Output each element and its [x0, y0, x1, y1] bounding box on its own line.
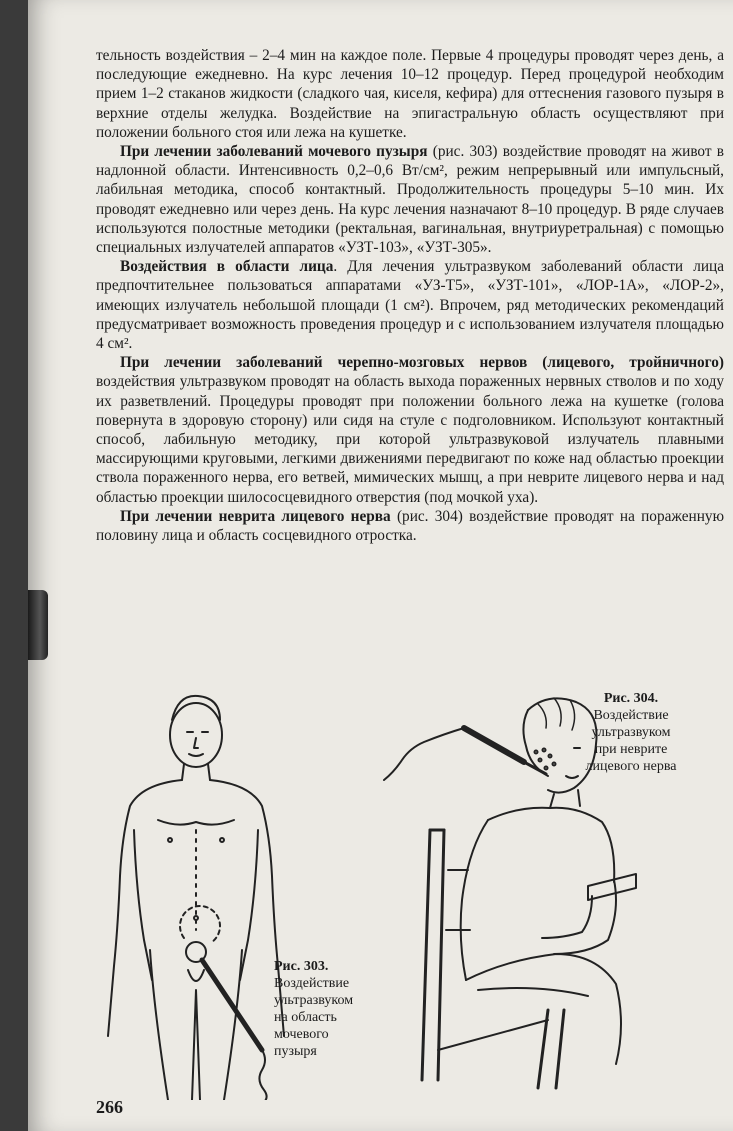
binder-clip	[28, 590, 48, 660]
figure-304-caption-line: лицевого нерва	[585, 759, 677, 774]
paragraph-4-heading: При лечении заболеваний черепно-мозговых нервов (лицевого, тройничного)	[120, 354, 724, 372]
figure-304-caption-line: при неврите	[594, 742, 668, 757]
paragraph-5-text: (рис. 304) воздействие проводят на пораженную половину лица и область сосцевидного отростка.	[96, 507, 724, 545]
paragraph-2-text: (рис. 303) воздействие проводят на живот в надлонной области. Интенсивность 0,2–0,6 Вт/см², режим непрерывный или импульсный, лабильная методика, способ контактный. Продолжительность процедуры 5–10 мин. Их проводят ежедневно или через день. На курс лечения назначают 8–10 процедур. В ряде случаев используются полостные методики (ректальная, вагинальная, внутриуретральная) с помощью специальных излучателей аппаратов «УЗТ-103», «УЗТ-305».	[96, 143, 724, 257]
figure-304-caption	[556, 690, 706, 775]
figure-304-number: Рис. 304.	[603, 691, 659, 706]
figure-303-illustration	[88, 690, 298, 1100]
paragraph-3-heading: Воздействия в области лица	[120, 258, 334, 276]
figure-303-caption-line: Воздействие	[274, 976, 350, 991]
paragraph-1	[96, 46, 724, 142]
paragraph-2-heading: При лечении заболеваний мочевого пузыря	[120, 143, 428, 161]
paragraph-3	[96, 257, 724, 353]
book-page	[28, 0, 733, 1131]
figure-304-caption-line: Воздействие	[593, 708, 669, 723]
paragraph-5-heading: При лечении неврита лицевого нерва	[120, 507, 391, 525]
page-number: 266	[96, 1097, 123, 1117]
paragraph-1-text: тельность воздействия – 2–4 мин на каждое поле. Первые 4 процедуры проводят через день, а последующие ежедневно. На курс лечения 10–12 процедур. Перед процедурой необходим прием 1–2 стаканов жидкости (сладкого чая, киселя, кефира) для оттеснения газового пузыря в верхние отделы желудка. Воздействие на эпигастральную область осуществляют при положении больного стоя или лежа на кушетке.	[96, 47, 724, 141]
paragraph-3-text: . Для лечения ультразвуком заболеваний области лица предпочтительнее пользоваться аппаратами «УЗ-Т5», «УЗТ-101», «ЛОР-1А», «ЛОР-2», имеющих излучатель небольшой площади (1 см²). Впрочем, ряд методических рекомендаций предусматривает возможность проведения процедур и с использованием излучателя площадью 4 см².	[96, 258, 724, 353]
paragraph-4-text: воздействия ультразвуком проводят на область выхода пораженных нервных стволов и по ходу их разветвлений. Процедуры проводят при положении больного лежа на кушетке (голова повернута в здоровую сторону) или сидя на стуле с подголовником. Используют контактный способ, лабильную методику, при которой ультразвуковой излучатель плавными массирующими круговыми, легкими движениями передвигают по коже над областью проекции ствола пораженного нерва, его ветвей, мимических мышц, а при неврите лицевого нерва и над областью проекции шилососцевидного отверстия (под мочкой уха).	[96, 373, 724, 506]
figure-303-caption	[274, 958, 353, 1060]
figure-303-number: Рис. 303.	[274, 959, 329, 974]
figure-303-caption-line: мочевого	[274, 1027, 329, 1042]
figure-303-caption-line: на область	[274, 1010, 337, 1025]
body-text	[96, 46, 724, 545]
figure-303-caption-line: ультразвуком	[274, 993, 354, 1008]
paragraph-5	[96, 507, 724, 545]
paragraph-2	[96, 142, 724, 257]
paragraph-4	[96, 353, 724, 507]
figure-304-caption-line: ультразвуком	[591, 725, 671, 740]
figure-303-caption-line: пузыря	[274, 1044, 317, 1059]
